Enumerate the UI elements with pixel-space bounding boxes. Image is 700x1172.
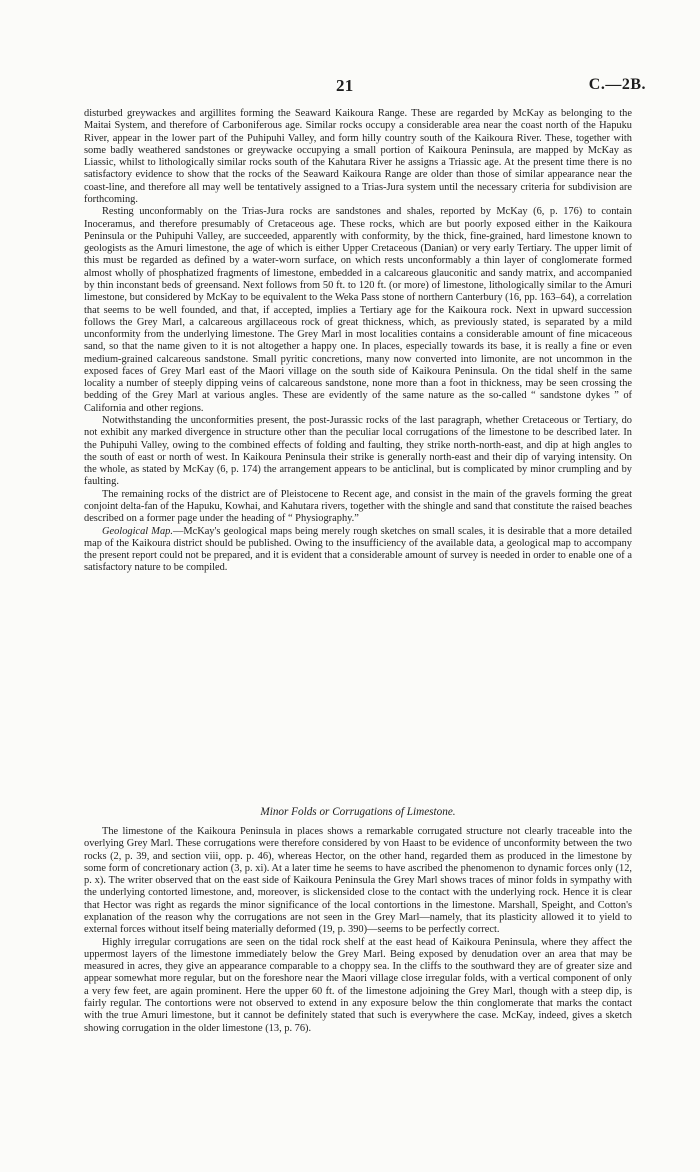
geological-map-title: Geological Map. (102, 525, 173, 537)
document-reference: C.—2B. (588, 76, 646, 93)
page-header (0, 76, 700, 100)
page-number: 21 (336, 76, 354, 95)
paragraph-1: disturbed greywackes and argillites forming the Seaward Kaikoura Range. These are regarded by McKay as belonging to the Maitai System, and therefore of Carboniferous age. Similar rocks occupy a considerable area near the coast north of the Hapuku River, appear in the lower part of the Puhipuhi Valley, and form hilly country south of the Kaikoura River. These, together with some badly weathered sandstones or greywacke occupying a small portion of Kaikoura Peninsula, are mapped by McKay as Liassic, whilst to lithologically similar rocks south of the Kahutara River he assigns a Triassic age. At the present time there is no satisfactory evidence to show that the rocks of the Seaward Kaikoura Range are older than those of similar appearance near the coast-line, and therefore all may well be tentatively assigned to a Trias-Jura system until the necessary criteria for subdivision are forthcoming. (84, 108, 632, 205)
paragraph-3: Notwithstanding the unconformities present, the post-Jurassic rocks of the last paragraph, whether Cretaceous or Tertiary, do not exhibit any marked divergence in structure other than the peculiar local corrugations of the limestone to be described later. In the Puhipuhi Valley, owing to the combined effects of folding and faulting, they strike north-north-east, and dip at high angles to the south of east or north of west. In Kaikoura Peninsula their strike is generally north-east and their dip of varying intensity. On the whole, as stated by McKay (6, p. 174) the arrangement appears to be anticlinal, but is complicated by minor crumpling and by faulting. (84, 415, 632, 488)
section-heading: Minor Folds or Corrugations of Limestone. (260, 806, 456, 818)
main-text (84, 108, 632, 575)
paragraph-2: Resting unconformably on the Trias-Jura rocks are sandstones and shales, reported by McKay (6, p. 176) to contain Inoceramus, and therefore presumably of Cretaceous age. These rocks, which are but poorly exposed either in the Kaikoura Peninsula or the Puhipuhi Valley, are succeeded, apparently with conformity, by the thick, fine-grained, hard limestone known to geologists as the Amuri limestone, the age of which is either Upper Cretaceous (Danian) or very early Tertiary. The upper limit of this must be regarded as defined by a water-worn surface, on which rests unconformably a thin layer of conglomerate formed almost wholly of phosphatized fragments of limestone, embedded in a calcareous glauconitic and sandy matrix, and accompanied by thin inconstant beds of greensand. Next follows from 50 ft. to 120 ft. (or more) of limestone, lithologically similar to the Amuri limestone, but considered by McKay to be equivalent to the Weka Pass stone of northern Canterbury (16, pp. 163–64), a correlation that seems to be well founded, and that, if accepted, implies a Tertiary age for the Kaikoura rock. Next in upward succession follows the Grey Marl, a calcareous argillaceous rock of great thickness, which, as previously stated, is separated by a mild unconformity from the underlying limestone. The Grey Marl in most localities contains a considerable amount of fine micaceous sand, so that the name given to it is not altogether a happy one. In places, especially towards its base, it is really a fine or even medium-grained calcareous sandstone. Small pyritic concretions, many now converted into limonite, are not uncommon in the exposed faces of Grey Marl east of the Maori village on the south side of Kaikoura Peninsula. On the tidal shelf in the same locality a number of steeply dipping veins of calcareous sandstone, none more than a foot in thickness, may be seen crossing the bedding of the Grey Marl at various angles. These are evidently of the same nature as the so-called “ sandstone dykes ” of California and other regions. (84, 206, 632, 414)
paragraph-4: The remaining rocks of the district are of Pleistocene to Recent age, and consist in the main of the gravels forming the great conjoint delta-fan of the Hapuku, Kowhai, and Kahutara rivers, together with the shingle and sand that constitute the raised beaches described on a former page under the heading of “ Physiography.” (84, 488, 632, 525)
section-text (84, 826, 632, 1035)
section-paragraph-2: Highly irregular corrugations are seen on the tidal rock shelf at the east head of Kaikoura Peninsula, where they affect the uppermost layers of the limestone immediately below the Grey Marl. Being exposed by denudation over an area that may be measured in acres, they give an appearance comparable to a choppy sea. In the cliffs to the southward they are of greater size and appear somewhat more regular, but on the foreshore near the Maori village close irregular folds, with a vertical component of only a very few feet, are again prominent. Here the upper 60 ft. of the limestone adjoining the Grey Marl, though with a steep dip, is fairly regular. The contortions were not observed to extend in any exposure below the thin conglomerate that marks the contact with the true Amuri limestone, but it cannot be definitely stated that such is everywhere the case. McKay, indeed, gives a sketch showing corrugation in the older limestone (13, p. 76). (84, 936, 632, 1034)
section-paragraph-1: The limestone of the Kaikoura Peninsula in places shows a remarkable corrugated structure not clearly traceable into the overlying Grey Marl. These corrugations were therefore considered by von Haast to be evidence of unconformity between the two rocks (2, p. 39, and section viii, opp. p. 46), whereas Hector, on the other hand, regarded them as produced in the limestone by some form of concretionary action (3, p. xi). At a later time he seems to have ascribed the phenomenon to dynamic forces only (12, p. x). The writer observed that on the east side of Kaikoura Peninsula the Grey Marl shows traces of minor folds in sympathy with the underlying contorted limestone, and, moreover, is slickensided close to the contact with the underlying rock. Hence it is clear that Hector was right as regards the minor significance of the local contortions in the limestone. Marshall, Speight, and Cotton's explanation of the reason why the corrugations are not seen in the Grey Marl—namely, that its plasticity allowed it to yield to external forces without itself being materially deformed (19, p. 390)—seems to be perfectly correct. (84, 826, 632, 936)
paragraph-geological-map (84, 526, 632, 575)
geological-map-text: —McKay's geological maps being merely rough sketches on small scales, it is desirable that a more detailed map of the Kaikoura district should be published. Owing to the insufficiency of the available data, a geological map to accompany the present report could not be prepared, and it is evident that a considerable amount of survey is needed in order to enable one of a satisfactory nature to be compiled. (84, 525, 633, 574)
